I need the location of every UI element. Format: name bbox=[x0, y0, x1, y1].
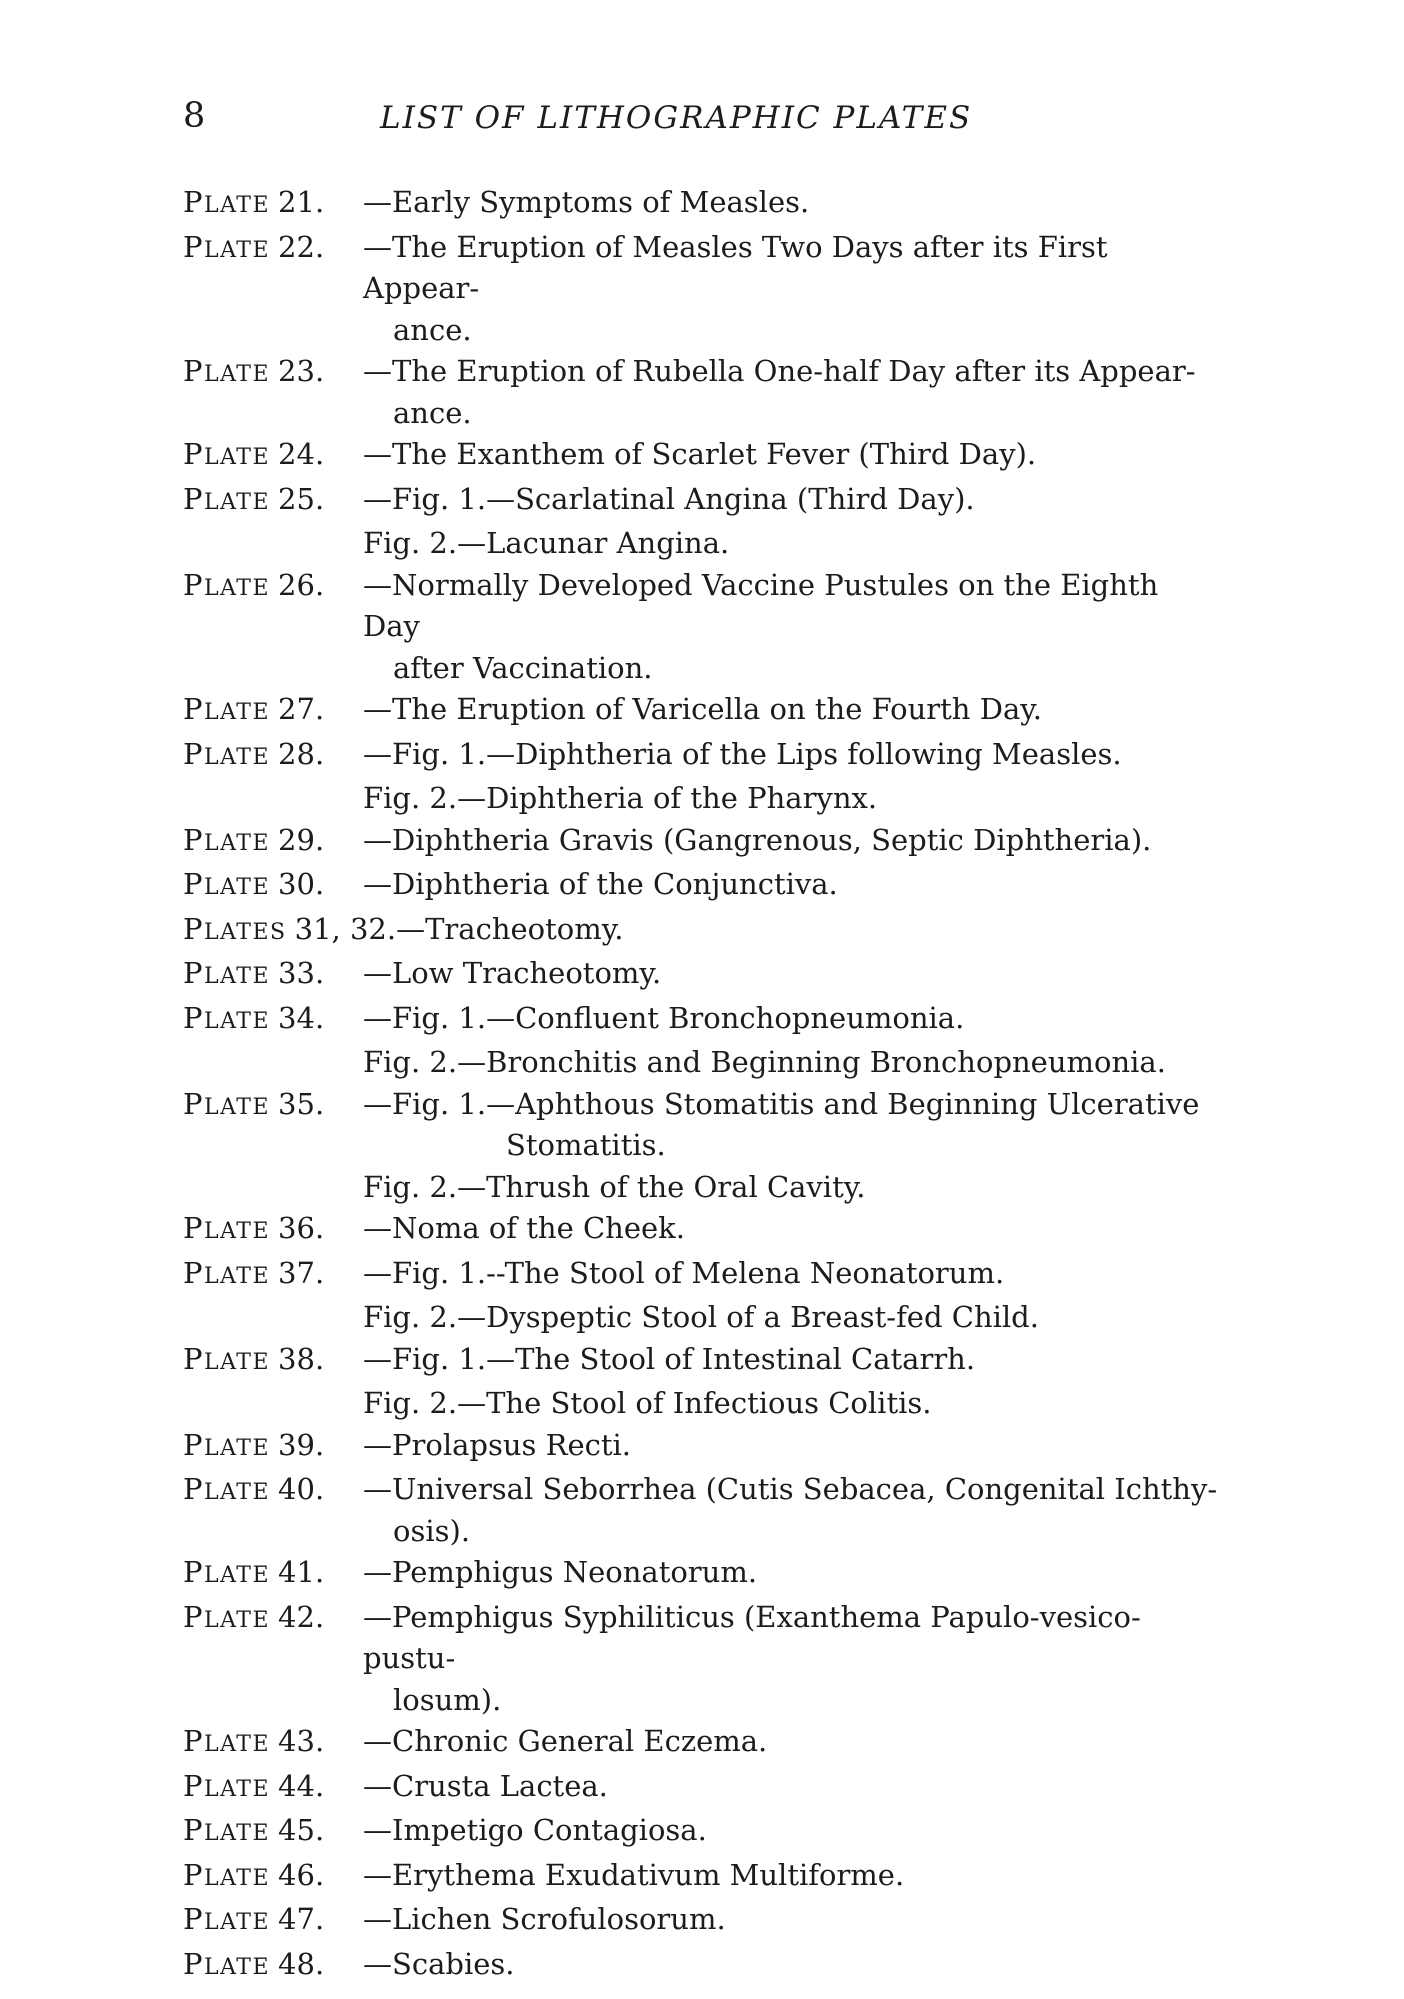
plate-description bbox=[363, 864, 1223, 909]
plate-fig2-entry bbox=[183, 523, 1223, 565]
plate-entry bbox=[183, 351, 1223, 434]
plate-entry bbox=[183, 434, 1223, 479]
plate-entry bbox=[183, 820, 1223, 865]
plate-label-word: PLATE bbox=[183, 1946, 271, 1981]
plate-description bbox=[363, 1208, 1223, 1253]
plate-title-line: —The Exanthem of Scarlet Fever (Third Day). bbox=[363, 437, 1037, 471]
plate-title-line: —Fig. 1.—Scarlatinal Angina (Third Day). bbox=[363, 481, 975, 516]
plate-number: 44. bbox=[278, 1768, 325, 1803]
plate-label-word: PLATE bbox=[183, 1813, 271, 1847]
plate-entry bbox=[183, 864, 1223, 909]
plate-fig2-line: Fig. 2.—Thrush of the Oral Cavity. bbox=[363, 1169, 866, 1204]
plate-description bbox=[363, 998, 1223, 1043]
plate-label-word: PLATE bbox=[183, 567, 271, 602]
plate-entry bbox=[183, 1944, 1223, 1989]
plate-description bbox=[363, 1339, 1223, 1384]
plate-label-word: PLATE bbox=[183, 956, 271, 990]
plate-fig2-entry bbox=[183, 1297, 1223, 1339]
plate-fig2-line: Fig. 2.—The Stool of Infectious Colitis. bbox=[363, 1386, 932, 1420]
plate-label-word: PLATE bbox=[183, 1000, 271, 1035]
plate-number: 24. bbox=[278, 437, 325, 471]
plate-label bbox=[183, 227, 363, 352]
plate-label-word: PLATE bbox=[183, 1768, 271, 1803]
plate-entry bbox=[183, 1766, 1223, 1811]
plate-number: 25. bbox=[278, 481, 325, 516]
plate-label bbox=[183, 1810, 363, 1855]
plate-number: 34. bbox=[278, 1000, 325, 1035]
plate-title-line: —The Eruption of Varicella on the Fourth Day. bbox=[363, 692, 1042, 726]
plate-entry bbox=[183, 1552, 1223, 1597]
plate-description bbox=[363, 1721, 1223, 1766]
plate-title-line: —Fig. 1.—Aphthous Stomatitis and Beginning Ulcerative bbox=[363, 1086, 1200, 1121]
plate-number: 36. bbox=[278, 1211, 325, 1245]
plate-label bbox=[183, 182, 363, 227]
plate-title-line: —Erythema Exudativum Multiforme. bbox=[363, 1857, 905, 1892]
plate-description bbox=[363, 1469, 1223, 1552]
plate-number: 45. bbox=[278, 1813, 325, 1847]
plate-title-continuation: ance. bbox=[393, 395, 472, 430]
plate-entry bbox=[183, 1253, 1223, 1298]
plate-entry bbox=[183, 1208, 1223, 1253]
plate-entry bbox=[183, 479, 1223, 524]
plate-label-word: PLATE bbox=[183, 1255, 271, 1290]
plate-label bbox=[183, 734, 363, 779]
plate-label-word: PLATE bbox=[183, 354, 271, 388]
plate-label-word: PLATE bbox=[183, 1555, 271, 1589]
running-title: LIST OF LITHOGRAPHIC PLATES bbox=[380, 100, 973, 136]
plate-entry bbox=[183, 1899, 1223, 1944]
plate-label bbox=[183, 820, 363, 865]
label-spacer bbox=[183, 523, 363, 565]
plate-title-line: —Fig. 1.—Diphtheria of the Lips following Measles. bbox=[363, 736, 1122, 771]
plate-label-word: PLATE bbox=[183, 1086, 271, 1121]
plate-label bbox=[183, 689, 363, 734]
plate-title-line: —Normally Developed Vaccine Pustules on the Eighth Day bbox=[363, 567, 1159, 643]
plate-number: 37. bbox=[278, 1255, 325, 1290]
plate-description bbox=[363, 182, 1223, 227]
plate-fig2-line: Fig. 2.—Lacunar Angina. bbox=[363, 526, 730, 560]
plate-title-line: —Lichen Scrofulosorum. bbox=[363, 1902, 726, 1936]
plate-entry bbox=[183, 1721, 1223, 1766]
plate-number: 39. bbox=[278, 1427, 325, 1462]
plate-label-word: PLATES bbox=[183, 911, 287, 946]
plate-title-line: —Chronic General Eczema. bbox=[363, 1724, 768, 1758]
plate-description bbox=[363, 1766, 1223, 1811]
plate-fig2-entry bbox=[183, 1167, 1223, 1209]
plate-description bbox=[363, 1597, 1223, 1722]
plate-title-line: —Diphtheria of the Conjunctiva. bbox=[363, 867, 838, 901]
plate-label bbox=[183, 479, 363, 524]
plate-label bbox=[183, 1597, 363, 1722]
plate-description bbox=[363, 820, 1223, 865]
plate-entry bbox=[183, 1339, 1223, 1384]
plate-title-line: —Noma of the Cheek. bbox=[363, 1211, 685, 1245]
plate-title-line: —Fig. 1.--The Stool of Melena Neonatorum. bbox=[363, 1255, 1005, 1290]
plate-description bbox=[363, 1425, 1223, 1470]
plate-label bbox=[183, 998, 363, 1043]
plate-title-line: —Impetigo Contagiosa. bbox=[363, 1813, 707, 1847]
plate-label-word: PLATE bbox=[183, 1427, 271, 1462]
plate-label bbox=[183, 565, 363, 690]
plate-label bbox=[183, 1425, 363, 1470]
plate-label-word: PLATE bbox=[183, 1472, 271, 1506]
plate-label-word: PLATE bbox=[183, 867, 271, 901]
plate-entry bbox=[183, 1084, 1223, 1167]
plate-fig2-entry bbox=[183, 1042, 1223, 1084]
plate-description bbox=[363, 953, 1223, 998]
plate-label bbox=[183, 1855, 363, 1900]
plate-description bbox=[363, 1084, 1223, 1167]
plate-label bbox=[183, 909, 396, 954]
plate-entry bbox=[183, 1597, 1223, 1722]
plate-entry bbox=[183, 1810, 1223, 1855]
plate-label bbox=[183, 434, 363, 479]
plate-label bbox=[183, 1208, 363, 1253]
plate-entry bbox=[183, 689, 1223, 734]
plate-number: 31, 32. bbox=[294, 911, 397, 946]
plate-label bbox=[183, 1766, 363, 1811]
plate-description bbox=[363, 351, 1223, 434]
plate-label bbox=[183, 1899, 363, 1944]
plate-title-line: —Scabies. bbox=[363, 1946, 515, 1981]
plate-label-word: PLATE bbox=[183, 229, 271, 264]
plate-label bbox=[183, 1084, 363, 1167]
label-spacer bbox=[183, 1297, 363, 1339]
plate-description bbox=[363, 227, 1223, 352]
plate-description bbox=[363, 1855, 1223, 1900]
plate-number: 26. bbox=[278, 567, 325, 602]
plate-label-word: PLATE bbox=[183, 1724, 271, 1758]
plate-label bbox=[183, 1944, 363, 1989]
plate-fig2-entry bbox=[183, 1383, 1223, 1425]
plate-label-word: PLATE bbox=[183, 822, 271, 857]
plate-label bbox=[183, 1469, 363, 1552]
plate-title-continuation: osis). bbox=[393, 1513, 471, 1548]
plate-title-line: —Crusta Lactea. bbox=[363, 1768, 608, 1803]
plate-label-word: PLATE bbox=[183, 437, 271, 471]
plate-title-line: —The Eruption of Rubella One-half Day after its Appear- bbox=[363, 354, 1196, 388]
plate-description bbox=[363, 1552, 1223, 1597]
plate-number: 23. bbox=[278, 354, 325, 388]
plate-label bbox=[183, 1339, 363, 1384]
plate-number: 41. bbox=[278, 1555, 325, 1589]
plate-title-line: —Universal Seborrhea (Cutis Sebacea, Congenital Ichthy- bbox=[363, 1472, 1218, 1506]
plate-title-line: —Early Symptoms of Measles. bbox=[363, 185, 810, 219]
plate-number: 40. bbox=[278, 1472, 325, 1506]
label-spacer bbox=[183, 1167, 363, 1209]
plate-label-word: PLATE bbox=[183, 1341, 271, 1376]
plate-fig2-entry bbox=[183, 778, 1223, 820]
plate-title-line: —Low Tracheotomy. bbox=[363, 956, 662, 990]
label-spacer bbox=[183, 1383, 363, 1425]
plate-entry bbox=[183, 953, 1223, 998]
plate-fig2-line: Fig. 2.—Dyspeptic Stool of a Breast-fed Child. bbox=[363, 1300, 1039, 1334]
plate-description bbox=[363, 1899, 1223, 1944]
plate-label-word: PLATE bbox=[183, 736, 271, 771]
plate-entry bbox=[183, 182, 1223, 227]
plate-title-line: —Pemphigus Neonatorum. bbox=[363, 1555, 758, 1589]
plate-description bbox=[363, 434, 1223, 479]
plate-label bbox=[183, 1253, 363, 1298]
plate-entry bbox=[183, 227, 1223, 352]
plate-entry bbox=[183, 1425, 1223, 1470]
plate-label-word: PLATE bbox=[183, 692, 271, 726]
plate-number: 22. bbox=[278, 229, 325, 264]
plate-number: 46. bbox=[278, 1857, 325, 1892]
plate-title-line: —Fig. 1.—The Stool of Intestinal Catarrh. bbox=[363, 1341, 976, 1376]
plate-title-line: —Tracheotomy. bbox=[396, 911, 624, 946]
plate-label bbox=[183, 953, 363, 998]
plate-label bbox=[183, 351, 363, 434]
page-number: 8 bbox=[183, 96, 206, 136]
plate-number: 29. bbox=[278, 822, 325, 857]
plate-title-line: —The Eruption of Measles Two Days after its First Appear- bbox=[363, 229, 1108, 305]
plate-label bbox=[183, 1552, 363, 1597]
plate-label-word: PLATE bbox=[183, 1902, 271, 1936]
plate-number: 30. bbox=[278, 867, 325, 901]
plate-list bbox=[183, 182, 1223, 1988]
plate-title-continuation: Stomatitis. bbox=[506, 1128, 666, 1162]
plate-label-word: PLATE bbox=[183, 1211, 271, 1245]
plate-description bbox=[363, 1944, 1223, 1989]
plate-description bbox=[363, 734, 1223, 779]
plate-number: 28. bbox=[278, 736, 325, 771]
plate-number: 35. bbox=[278, 1086, 325, 1121]
plate-label-word: PLATE bbox=[183, 481, 271, 516]
plate-fig2-line: Fig. 2.—Diphtheria of the Pharynx. bbox=[363, 781, 878, 815]
plate-description bbox=[363, 689, 1223, 734]
plate-title-line: —Prolapsus Recti. bbox=[363, 1427, 632, 1462]
plate-title-line: —Fig. 1.—Confluent Bronchopneumonia. bbox=[363, 1000, 965, 1035]
plate-description bbox=[396, 909, 1223, 954]
label-spacer bbox=[183, 1042, 363, 1084]
plate-number: 47. bbox=[278, 1902, 325, 1936]
plate-title-continuation: losum). bbox=[393, 1682, 502, 1717]
plate-number: 43. bbox=[278, 1724, 325, 1758]
plate-number: 48. bbox=[278, 1946, 325, 1981]
plate-entry bbox=[183, 734, 1223, 779]
plate-entry bbox=[183, 909, 1223, 954]
plate-number: 33. bbox=[278, 956, 325, 990]
plate-description bbox=[363, 1810, 1223, 1855]
plate-title-line: —Diphtheria Gravis (Gangrenous, Septic Diphtheria). bbox=[363, 822, 1152, 857]
plate-title-continuation: after Vaccination. bbox=[393, 650, 653, 685]
plate-label bbox=[183, 1721, 363, 1766]
plate-entry bbox=[183, 1469, 1223, 1552]
plate-title-continuation: ance. bbox=[393, 312, 472, 347]
plate-entry bbox=[183, 998, 1223, 1043]
plate-label-word: PLATE bbox=[183, 1599, 271, 1634]
plate-entry bbox=[183, 1855, 1223, 1900]
plate-label bbox=[183, 864, 363, 909]
plate-entry bbox=[183, 565, 1223, 690]
plate-label-word: PLATE bbox=[183, 1857, 271, 1892]
plate-description bbox=[363, 565, 1223, 690]
plate-title-line: —Pemphigus Syphiliticus (Exanthema Papulo-vesico-pustu- bbox=[363, 1599, 1141, 1675]
plate-label-word: PLATE bbox=[183, 185, 271, 219]
plate-number: 42. bbox=[278, 1599, 325, 1634]
plate-fig2-line: Fig. 2.—Bronchitis and Beginning Bronchopneumonia. bbox=[363, 1045, 1166, 1079]
plate-number: 38. bbox=[278, 1341, 325, 1376]
plate-description bbox=[363, 479, 1223, 524]
plate-number: 27. bbox=[278, 692, 325, 726]
plate-description bbox=[363, 1253, 1223, 1298]
label-spacer bbox=[183, 778, 363, 820]
plate-number: 21. bbox=[278, 185, 325, 219]
